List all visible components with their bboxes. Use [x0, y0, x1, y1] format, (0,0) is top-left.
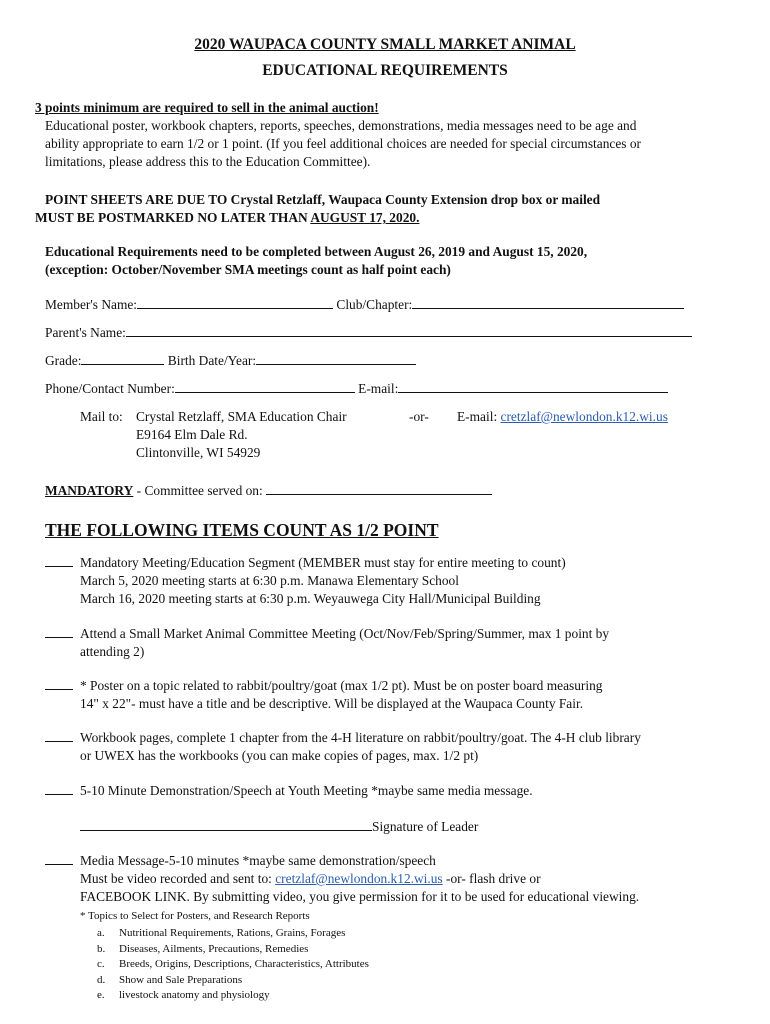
item-poster-check-blank[interactable] [45, 677, 73, 695]
item-media-line-1: Media Message-5-10 minutes *maybe same demonstration/speech [80, 853, 436, 868]
topic-item: Breeds, Origins, Descriptions, Characteristics, Attributes [119, 958, 369, 970]
member-name-row [45, 296, 684, 314]
member-name-label: Member's Name: [45, 297, 138, 312]
item-workbook-line-2: or UWEX has the workbooks (you can make copies of pages, max. 1/2 pt) [80, 748, 479, 763]
grade-label: Grade: [45, 353, 82, 368]
due-notice-line-1: POINT SHEETS ARE DUE TO Crystal Retzlaff, Waupaca County Extension drop box or mailed [45, 192, 601, 207]
parent-name-label: Parent's Name: [45, 325, 126, 340]
item-committee-check-blank[interactable] [45, 625, 73, 643]
topic-item: Nutritional Requirements, Rations, Grains, Forages [119, 927, 346, 939]
topic-letter: b. [97, 942, 106, 955]
due-date: AUGUST 17, 2020. [310, 210, 420, 225]
topic-letter: c. [97, 958, 105, 970]
committee-served-label: - Committee served on: [133, 483, 267, 498]
requirements-window-line-1: Educational Requirements need to be completed between August 26, 2019 and August 15, 2020, [45, 244, 588, 259]
topic-item: Show and Sale Preparations [119, 973, 243, 986]
club-label: Club/Chapter: [336, 297, 413, 312]
document-title: 2020 WAUPACA COUNTY SMALL MARKET ANIMAL [194, 36, 576, 53]
item-demo-text: 5-10 Minute Demonstration/Speech at Youth Meeting *maybe same media message. [80, 783, 533, 798]
section-heading: THE FOLLOWING ITEMS COUNT AS 1/2 POINT [45, 520, 439, 540]
committee-served-field[interactable] [266, 482, 492, 495]
topic-item: Diseases, Ailments, Precautions, Remedies [119, 942, 309, 955]
topic-item: livestock anatomy and physiology [119, 989, 270, 1001]
topic-letter: e. [97, 989, 105, 1001]
phone-row [45, 380, 668, 398]
topics-heading: * Topics to Select for Posters, and Research Reports [80, 910, 310, 922]
birth-date-label: Birth Date/Year: [167, 353, 257, 368]
email-field[interactable] [398, 380, 668, 393]
or-separator: -or- [409, 409, 429, 424]
media-email-link[interactable]: cretzlaf@newlondon.k12.wi.us [275, 871, 443, 886]
parent-name-field[interactable] [126, 324, 692, 337]
item-media-line-2 [80, 870, 541, 888]
phone-label: Phone/Contact Number: [45, 381, 175, 396]
mail-address-line-2: E9164 Elm Dale Rd. [136, 427, 248, 442]
item-media-line-3: FACEBOOK LINK. By submitting video, you give permission for it to be used for educational viewing. [80, 889, 640, 904]
media-sent-to: Must be video recorded and sent to: [80, 871, 276, 886]
parent-name-row [45, 324, 692, 342]
item-committee-line-1: Attend a Small Market Animal Committee Meeting (Oct/Nov/Feb/Spring/Summer, max 1 point by [80, 626, 610, 641]
item-meeting-check-blank[interactable] [45, 554, 73, 572]
mail-email-label: E-mail: [457, 409, 501, 424]
mandatory-label: MANDATORY [45, 483, 134, 498]
signature-label: Signature of Leader [372, 819, 479, 834]
item-media-check-blank[interactable] [45, 852, 73, 870]
minimum-points-notice: 3 points minimum are required to sell in the animal auction! [35, 100, 379, 115]
item-workbook-line-1: Workbook pages, complete 1 chapter from the 4-H literature on rabbit/poultry/goat. The 4-H club library [80, 730, 641, 745]
member-name-field[interactable] [137, 296, 333, 309]
requirements-window-line-2: (exception: October/November SMA meetings count as half point each) [45, 262, 451, 277]
phone-field[interactable] [175, 380, 355, 393]
item-demo-check-blank[interactable] [45, 782, 73, 800]
item-workbook-check-blank[interactable] [45, 729, 73, 747]
mandatory-row [45, 482, 492, 500]
item-committee-line-2: attending 2) [80, 644, 145, 659]
item-meeting-line-2: March 5, 2020 meeting starts at 6:30 p.m. Manawa Elementary School [80, 573, 459, 588]
topic-letter: a. [97, 927, 105, 939]
topic-letter: d. [97, 973, 106, 986]
document-subtitle: EDUCATIONAL REQUIREMENTS [262, 62, 508, 79]
intro-line-1: Educational poster, workbook chapters, reports, speeches, demonstrations, media messages need to be age and [45, 118, 637, 133]
postmark-text: MUST BE POSTMARKED NO LATER THAN [35, 210, 311, 225]
signature-row [80, 818, 478, 836]
intro-line-3: limitations, please address this to the Education Committee). [45, 154, 371, 169]
item-meeting-line-1: Mandatory Meeting/Education Segment (MEMBER must stay for entire meeting to count) [80, 555, 566, 570]
due-notice-line-2 [35, 209, 419, 227]
media-flash-drive: -or- flash drive or [442, 871, 541, 886]
mail-to-label: Mail to: [80, 409, 123, 424]
grade-row [45, 352, 416, 370]
mail-address-line-3: Clintonville, WI 54929 [136, 445, 261, 460]
email-label: E-mail: [358, 381, 399, 396]
mail-email-row [457, 408, 668, 426]
mail-email-link[interactable]: cretzlaf@newlondon.k12.wi.us [500, 409, 668, 424]
birth-date-field[interactable] [256, 352, 416, 365]
club-field[interactable] [412, 296, 684, 309]
item-meeting-line-3: March 16, 2020 meeting starts at 6:30 p.m. Weyauwega City Hall/Municipal Building [80, 591, 541, 606]
grade-field[interactable] [81, 352, 164, 365]
signature-field[interactable] [80, 818, 372, 831]
item-poster-line-1: * Poster on a topic related to rabbit/poultry/goat (max 1/2 pt). Must be on poster board measuring [80, 678, 603, 693]
intro-line-2: ability appropriate to earn 1/2 or 1 point. (If you feel additional choices are needed for special circumstances or [45, 136, 642, 151]
mail-address-line-1: Crystal Retzlaff, SMA Education Chair [136, 409, 347, 424]
item-poster-line-2: 14" x 22"- must have a title and be descriptive. Will be displayed at the Waupaca County Fair. [80, 696, 584, 711]
